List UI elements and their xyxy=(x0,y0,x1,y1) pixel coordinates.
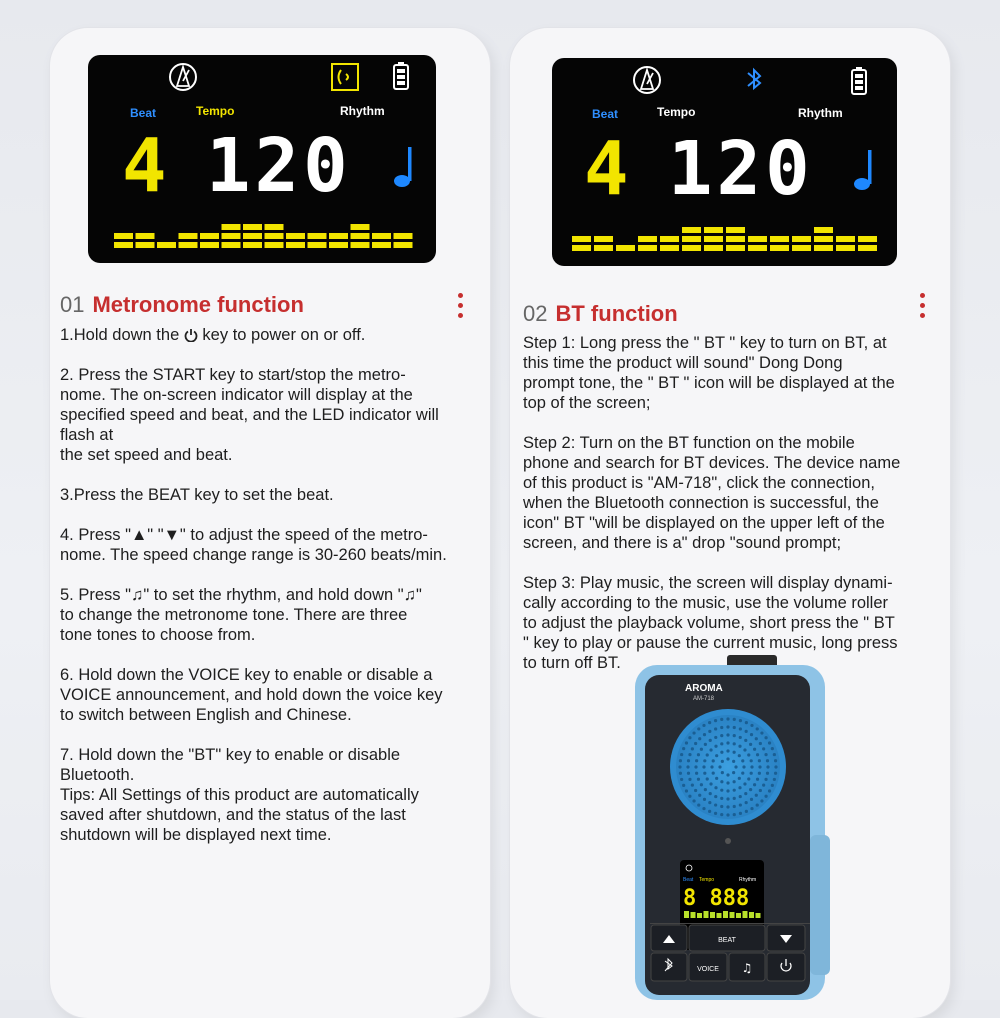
lcd-screen-bt xyxy=(552,58,897,266)
bt-instructions xyxy=(523,333,948,673)
level-bar-segment xyxy=(351,242,370,248)
section-title-metronome xyxy=(60,292,304,318)
level-bar-segment xyxy=(660,245,679,251)
section-name: Metronome function xyxy=(92,292,304,317)
instruction-paragraph: 6. Hold down the VOICE key to enable or disable a VOICE announcement, and hold down the voice key to switch between English and Chinese. xyxy=(60,666,443,724)
level-bar-segment xyxy=(858,245,877,251)
level-bar-segment xyxy=(222,233,241,239)
mini-level-bar xyxy=(749,912,754,918)
mini-label-tempo: Tempo xyxy=(699,877,715,883)
level-bar-segment xyxy=(638,245,657,251)
lcd-label-beat: Beat xyxy=(130,106,157,120)
level-bar-segment xyxy=(394,242,413,248)
note-icon xyxy=(394,147,412,187)
section-name: BT function xyxy=(555,301,678,326)
level-bar-segment xyxy=(814,236,833,242)
level-bars xyxy=(572,227,877,251)
level-bar-segment xyxy=(351,233,370,239)
level-bar-segment xyxy=(372,233,391,239)
speaker-grille xyxy=(670,709,786,825)
lcd-label-rhythm: Rhythm xyxy=(340,104,385,118)
level-bar-segment xyxy=(836,236,855,242)
lcd-label-tempo: Tempo xyxy=(196,104,235,118)
level-bar-segment xyxy=(372,242,391,248)
device-model: AM-718 xyxy=(693,696,715,702)
level-bar-segment xyxy=(682,227,701,233)
level-bar-segment xyxy=(394,233,413,239)
level-bar-segment xyxy=(704,227,723,233)
section-number: 02 xyxy=(523,301,548,326)
mini-level-bar xyxy=(756,913,761,918)
level-bar-segment xyxy=(265,224,284,230)
mini-digits: 8 888 xyxy=(683,886,750,911)
lcd-label-rhythm: Rhythm xyxy=(798,106,843,120)
mini-level-bar xyxy=(730,912,735,918)
level-bar-segment xyxy=(222,224,241,230)
voice-button-label: VOICE xyxy=(697,966,719,973)
instruction-paragraph: Step 2: Turn on the BT function on the mobile phone and search for BT devices. The device name of this product is "AM-718", click the connection, when the Bluetooth connection is successful, the icon" BT "will be displayed on the upper left of the screen, and there is a" drop "sound prompt; xyxy=(523,434,901,552)
metronome-icon xyxy=(170,64,196,90)
lcd-tempo-value: 120 xyxy=(206,123,352,209)
level-bar-segment xyxy=(594,236,613,242)
metronome-device xyxy=(635,655,835,1000)
level-bar-segment xyxy=(114,233,133,239)
section-number: 01 xyxy=(60,292,85,317)
device-brand: AROMA xyxy=(685,683,723,694)
level-bar-segment xyxy=(200,242,219,248)
level-bar-segment xyxy=(660,236,679,242)
lcd-label-beat: Beat xyxy=(592,107,619,121)
level-bar-segment xyxy=(748,236,767,242)
level-bar-segment xyxy=(770,245,789,251)
mini-label-beat: Beat xyxy=(683,877,694,883)
more-dots-icon xyxy=(458,293,464,323)
level-bar-segment xyxy=(243,224,262,230)
mini-level-bar xyxy=(736,913,741,918)
level-bar-segment xyxy=(704,236,723,242)
section-title-bt xyxy=(523,301,678,327)
level-bar-segment xyxy=(286,233,305,239)
battery-icon xyxy=(394,62,408,89)
lcd-label-tempo: Tempo xyxy=(657,105,696,119)
level-bar-segment xyxy=(243,242,262,248)
level-bar-segment xyxy=(157,242,176,248)
instruction-paragraph: 1.Hold down the key to power on or off. xyxy=(60,326,366,344)
lcd-beat-value: 4 xyxy=(122,123,167,209)
level-bar-segment xyxy=(814,227,833,233)
level-bar-segment xyxy=(682,245,701,251)
mini-level-bar xyxy=(697,913,702,918)
level-bar-segment xyxy=(265,242,284,248)
level-bar-segment xyxy=(308,242,327,248)
level-bar-segment xyxy=(265,233,284,239)
level-bar-segment xyxy=(572,245,591,251)
mini-level-bar xyxy=(743,911,748,918)
tips-paragraph: Tips: All Settings of this product are automatically saved after shutdown, and the status of the last shutdown will be displayed next time. xyxy=(60,786,419,844)
level-bar-segment xyxy=(836,245,855,251)
lcd-tempo-value: 120 xyxy=(668,126,814,212)
power-icon xyxy=(184,328,198,342)
level-bar-segment xyxy=(704,245,723,251)
level-bar-segment xyxy=(351,224,370,230)
voice-icon xyxy=(332,64,358,90)
instruction-paragraph: 7. Hold down the "BT" key to enable or disable Bluetooth. xyxy=(60,746,401,784)
instruction-paragraph: 3.Press the BEAT key to set the beat. xyxy=(60,486,334,504)
mini-level-bar xyxy=(684,911,689,918)
level-bar-segment xyxy=(594,245,613,251)
level-bar-segment xyxy=(200,233,219,239)
mini-level-bar xyxy=(691,912,696,918)
lcd-beat-value: 4 xyxy=(584,126,629,212)
level-bar-segment xyxy=(329,242,348,248)
level-bars xyxy=(114,224,413,248)
level-bar-segment xyxy=(814,245,833,251)
level-bar-segment xyxy=(616,245,635,251)
instruction-paragraph: 5. Press "♫" to set the rhythm, and hold down "♫" to change the metronome tone. There are three tone tones to choose from. xyxy=(60,586,422,644)
level-bar-segment xyxy=(329,233,348,239)
battery-icon xyxy=(852,67,866,94)
metronome-instructions xyxy=(60,325,480,845)
level-bar-segment xyxy=(726,236,745,242)
bluetooth-icon xyxy=(748,70,760,88)
level-bar-segment xyxy=(682,236,701,242)
level-bar-segment xyxy=(726,245,745,251)
lcd-screen-metronome xyxy=(88,55,436,263)
power-button xyxy=(767,953,805,981)
level-bar-segment xyxy=(792,245,811,251)
level-bar-segment xyxy=(726,227,745,233)
level-bar-segment xyxy=(179,242,198,248)
level-bar-segment xyxy=(638,236,657,242)
level-bar-segment xyxy=(286,242,305,248)
level-bar-segment xyxy=(770,236,789,242)
instruction-paragraph: Step 3: Play music, the screen will display dynami- cally according to the music, use the volume roller to adjust the playback volume, short press the " BT " key to play or pause the current music, long press to turn off BT. xyxy=(523,574,898,672)
more-dots-icon xyxy=(920,293,926,323)
instruction-paragraph: Step 1: Long press the " BT " key to turn on BT, at this time the product will sound" Dong Dong prompt tone, the " BT " icon will be displayed at the top of the screen; xyxy=(523,334,895,412)
music-note-icon: ♫ xyxy=(741,961,753,975)
metronome-icon xyxy=(634,67,660,93)
note-icon xyxy=(854,150,872,190)
level-bar-segment xyxy=(136,242,155,248)
mini-level-bar xyxy=(710,912,715,918)
level-bar-segment xyxy=(136,233,155,239)
mini-label-rhythm: Rhythm xyxy=(739,877,757,883)
level-bar-segment xyxy=(748,245,767,251)
level-bar-segment xyxy=(222,242,241,248)
mini-level-bar xyxy=(717,913,722,918)
level-bar-segment xyxy=(114,242,133,248)
mini-level-bar xyxy=(704,911,709,918)
mini-level-bar xyxy=(723,911,728,918)
level-bar-segment xyxy=(308,233,327,239)
beat-button-label: BEAT xyxy=(718,937,736,944)
level-bar-segment xyxy=(858,236,877,242)
instruction-paragraph: 4. Press "▲" "▼" to adjust the speed of the metro- nome. The speed change range is 30-260 beats/min. xyxy=(60,526,447,564)
instruction-paragraph: 2. Press the START key to start/stop the metro- nome. The on-screen indicator will display at the specified speed and beat, and the LED indicator will flash at the set speed and beat. xyxy=(60,366,439,464)
level-bar-segment xyxy=(792,236,811,242)
level-bar-segment xyxy=(179,233,198,239)
level-bar-segment xyxy=(572,236,591,242)
level-bar-segment xyxy=(243,233,262,239)
